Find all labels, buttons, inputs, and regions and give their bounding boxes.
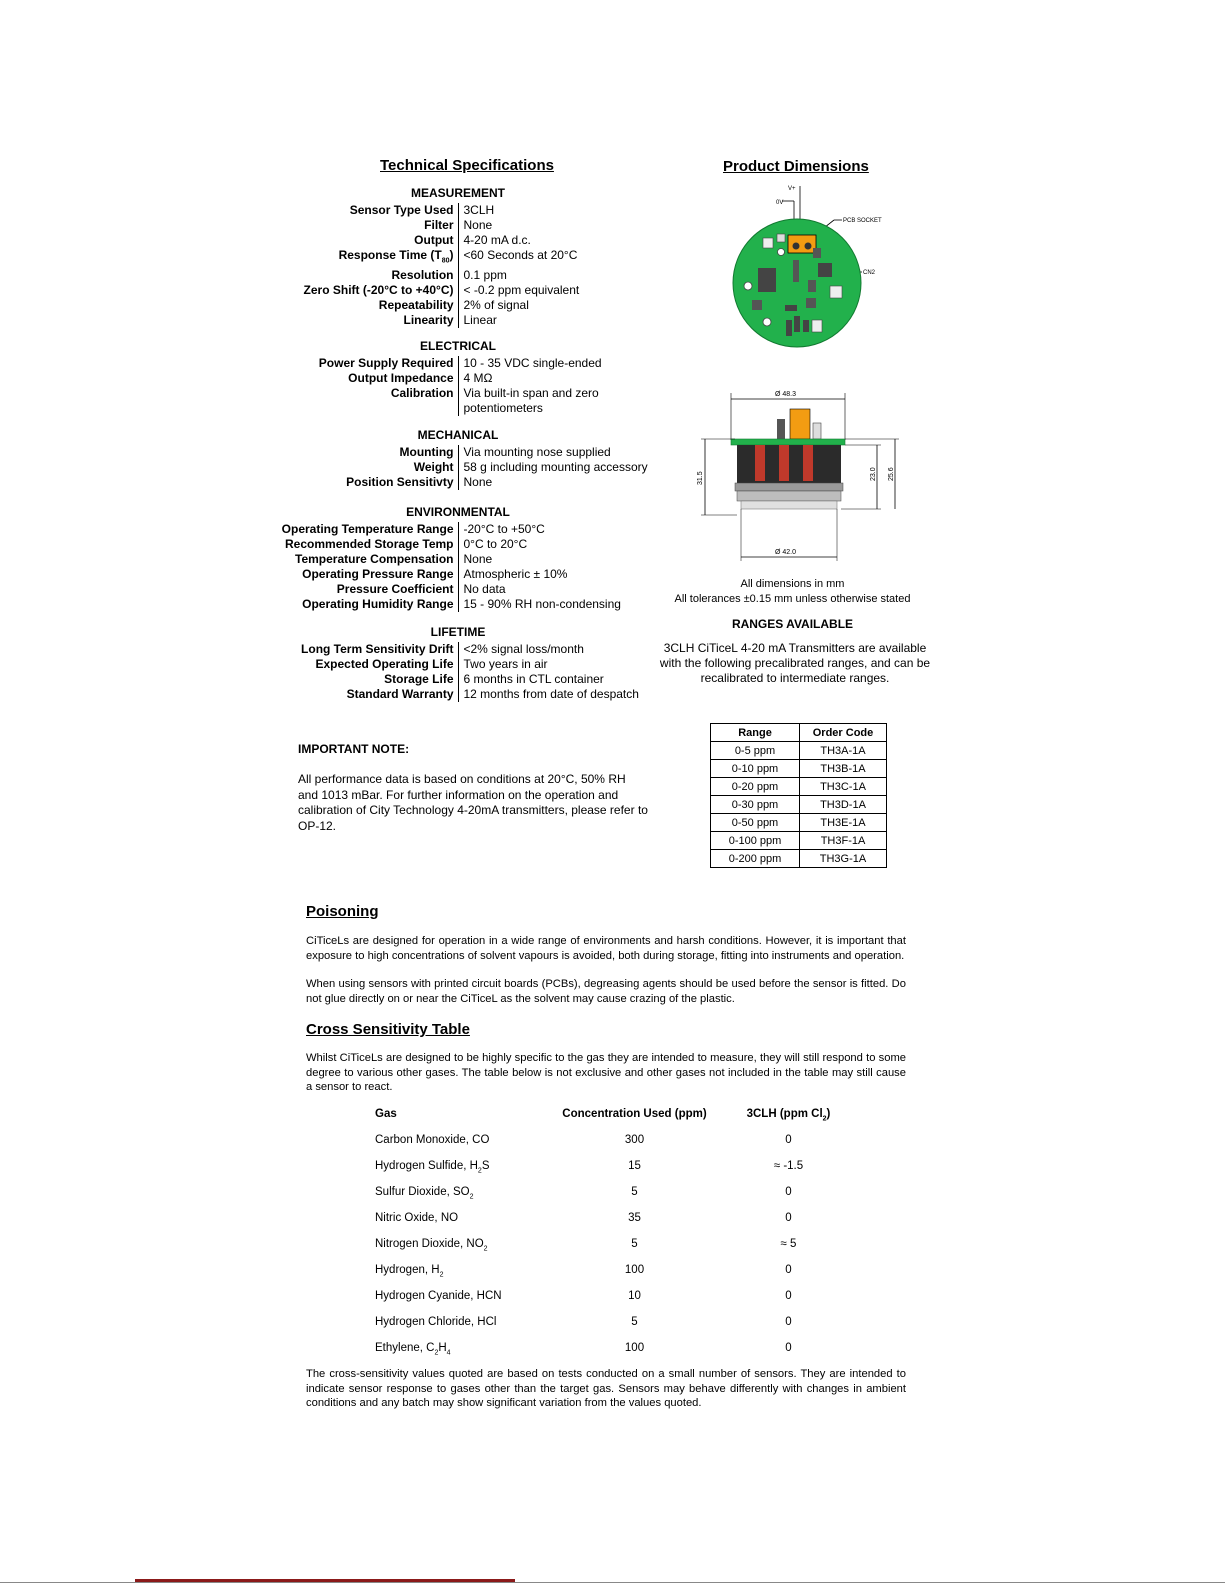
spec-value: 15 - 90% RH non-condensing <box>463 597 621 611</box>
range-cell: 0-30 ppm <box>711 796 800 814</box>
range-cell: 0-10 ppm <box>711 760 800 778</box>
ranges-table <box>710 723 887 868</box>
spec-row <box>282 597 621 612</box>
spec-section-table <box>304 203 580 328</box>
cross-row <box>374 1133 854 1159</box>
concentration-cell: 300 <box>624 1134 645 1146</box>
spec-row <box>301 657 639 672</box>
spec-row <box>319 356 614 371</box>
gas-cell: Hydrogen Cyanide, HCN <box>375 1290 502 1302</box>
concentration-cell: 15 <box>628 1160 641 1172</box>
spec-section-table <box>319 356 614 416</box>
important-note-text: All performance data is based on conditions at 20°C, 50% RH and 1013 mBar. For further information on the operation and calibration of City Technology 4-20mA transmitters, please refer to OP-12. <box>298 772 648 833</box>
spec-row <box>304 233 580 248</box>
spec-label: Long Term Sensitivity Drift <box>301 642 458 657</box>
spec-row <box>304 218 580 233</box>
range-cell: 0-200 ppm <box>711 850 800 868</box>
ranges-row <box>711 814 887 832</box>
range-cell: 0-5 ppm <box>711 742 800 760</box>
gas-cell: Nitrogen Dioxide, $NO_2$ <box>375 1238 488 1253</box>
dims-note: All dimensions in mm <box>740 578 845 590</box>
spec-value: 6 months in CTL container <box>463 672 604 686</box>
spec-value: 58 g including mounting accessory <box>463 460 648 474</box>
cross-row <box>374 1263 854 1289</box>
spec-value: None <box>463 218 493 232</box>
spec-label: Standard Warranty <box>301 687 458 702</box>
left-height-label: 31.5 <box>697 471 704 485</box>
spec-row <box>304 283 580 298</box>
gas-cell: Carbon Monoxide, CO <box>375 1134 490 1146</box>
spec-label: Power Supply Required <box>319 356 458 371</box>
range-cell: 0-50 ppm <box>711 814 800 832</box>
spec-value: Via built-in span and zero potentiometers <box>463 386 599 415</box>
spec-value: <60 Seconds at 20°C <box>463 248 578 262</box>
spec-label: Resolution <box>304 268 458 283</box>
pcb-socket-label: PCB SOCKET <box>843 218 882 224</box>
spec-row <box>346 445 647 460</box>
spec-row <box>304 313 580 328</box>
cross-row <box>374 1211 854 1237</box>
cross-row <box>374 1341 854 1367</box>
cross-sensitivity-footer: The cross-sensitivity values quoted are based on tests conducted on a small number of sensors. They are intended to indicate sensor response to gases other than the target gas. Sensors may behave differently with changes in ambient conditions and any batch may show significant variation from the values quoted. <box>306 1368 906 1409</box>
spec-label: Temperature Compensation <box>282 552 458 567</box>
spec-value: < -0.2 ppm equivalent <box>463 283 580 298</box>
spec-section-title: MECHANICAL <box>417 428 499 442</box>
spec-section-table <box>301 642 639 702</box>
ranges-row <box>711 742 887 760</box>
spec-row <box>282 582 621 597</box>
spec-value: No data <box>463 582 506 596</box>
spec-row <box>304 268 580 283</box>
spec-value: 4 MΩ <box>463 371 493 385</box>
spec-label: Mounting <box>346 445 458 460</box>
zero-v-label: 0V <box>776 200 784 206</box>
response-cell: 0 <box>785 1342 792 1354</box>
top-diameter-label: Ø 48.3 <box>775 391 797 398</box>
concentration-cell: 5 <box>631 1316 638 1328</box>
gas-cell: Hydrogen, $H_2$ <box>375 1264 444 1279</box>
ranges-row <box>711 778 887 796</box>
spec-row <box>282 552 621 567</box>
spec-row <box>304 248 580 268</box>
response-cell: 0 <box>785 1186 792 1198</box>
spec-value: Atmospheric ± 10% <box>463 567 568 581</box>
spec-value: Linear <box>463 313 497 328</box>
order-code-cell: TH3C-1A <box>800 778 887 796</box>
tolerance-note: All tolerances ±0.15 mm unless otherwise stated <box>674 593 911 605</box>
range-cell: 0-100 ppm <box>711 832 800 850</box>
vplus-label: V+ <box>788 186 796 192</box>
response-cell: ≈ 5 <box>780 1238 797 1250</box>
cn2-label: CN2 <box>863 270 876 276</box>
spec-row <box>304 298 580 313</box>
ranges-row <box>711 850 887 868</box>
sensor-side-view-drawing <box>695 385 925 565</box>
gas-cell: Nitric Oxide, NO <box>375 1212 459 1224</box>
order-code-cell: TH3F-1A <box>800 832 887 850</box>
cross-header-row <box>374 1107 854 1133</box>
spec-label: Output Impedance <box>319 371 458 386</box>
concentration-cell: 100 <box>624 1264 645 1276</box>
spec-section-title: ELECTRICAL <box>420 339 496 353</box>
ranges-description: 3CLH CiTiceL 4-20 mA Transmitters are available with the following precalibrated ranges, and can be recalibrated to intermediate ranges. <box>659 641 931 685</box>
spec-label: Calibration <box>319 386 458 416</box>
spec-label: Storage Life <box>301 672 458 687</box>
mid-height-label: 23.0 <box>870 467 877 481</box>
cross-row <box>374 1237 854 1263</box>
spec-section-title: LIFETIME <box>430 625 486 639</box>
spec-row <box>301 672 639 687</box>
gas-cell: Ethylene, $C_2H_4$ <box>375 1342 451 1357</box>
tech-specs-title: Technical Specifications <box>380 157 554 174</box>
bottom-diameter-label: Ø 42.0 <box>775 549 797 556</box>
order-code-cell: TH3E-1A <box>800 814 887 832</box>
ranges-col-range: Range <box>711 724 800 742</box>
response-cell: ≈ -1.5 <box>773 1160 804 1172</box>
gas-cell: Hydrogen Chloride, HCl <box>375 1316 497 1328</box>
spec-label: Weight <box>346 460 458 475</box>
spec-row <box>304 203 580 218</box>
spec-label: Operating Humidity Range <box>282 597 458 612</box>
concentration-cell: 5 <box>631 1238 638 1250</box>
spec-section-title: ENVIRONMENTAL <box>406 505 510 519</box>
concentration-cell: 5 <box>631 1186 638 1198</box>
spec-row <box>282 522 621 537</box>
spec-label: Pressure Coefficient <box>282 582 458 597</box>
poisoning-title: Poisoning <box>306 903 379 920</box>
ranges-title: RANGES AVAILABLE <box>731 617 854 631</box>
spec-value: <2% signal loss/month <box>463 642 584 656</box>
response-cell: 0 <box>785 1212 792 1224</box>
important-note-title: IMPORTANT NOTE: <box>298 742 410 756</box>
spec-section-table <box>346 445 647 490</box>
right-height-label: 25.6 <box>888 467 895 481</box>
ranges-row <box>711 760 887 778</box>
response-cell: 0 <box>785 1316 792 1328</box>
order-code-cell: TH3A-1A <box>800 742 887 760</box>
spec-label: Sensor Type Used <box>304 203 458 218</box>
spec-label: Zero Shift (-20°C to +40°C) <box>304 283 458 298</box>
spec-value: -20°C to +50°C <box>463 522 545 536</box>
cross-sensitivity-table <box>374 1107 854 1367</box>
spec-value: 2% of signal <box>463 298 529 313</box>
cross-sensitivity-title: Cross Sensitivity Table <box>306 1021 470 1038</box>
product-dimensions-title: Product Dimensions <box>723 158 869 175</box>
spec-label: Repeatability <box>304 298 458 313</box>
concentration-cell: 100 <box>624 1342 645 1354</box>
response-cell: 0 <box>785 1290 792 1302</box>
cross-sensitivity-intro: Whilst CiTiceLs are designed to be highly specific to the gas they are intended to measure, they will still respond to some degree to various other gases. The table below is not exclusive and other gases not included in the table may still cause a sensor to react. <box>306 1052 906 1093</box>
spec-value: 0.1 ppm <box>463 268 507 283</box>
pcb-top-view-drawing <box>730 180 910 350</box>
spec-label: Filter <box>304 218 458 233</box>
poisoning-para-1: CiTiceLs are designed for operation in a wide range of environments and harsh conditions. However, it is important that exposure to high concentrations of solvent vapours is avoided, both during storage, fitting into instruments and operation. <box>306 935 906 962</box>
cross-col-concentration: Concentration Used (ppm) <box>562 1108 707 1120</box>
ranges-header-row <box>711 724 887 742</box>
cross-row <box>374 1315 854 1341</box>
order-code-cell: TH3B-1A <box>800 760 887 778</box>
spec-row <box>301 687 639 702</box>
cross-col-response: 3CLH (ppm $Cl_2$) <box>746 1108 831 1123</box>
spec-label: Recommended Storage Temp <box>282 537 458 552</box>
spec-value: 3CLH <box>463 203 495 217</box>
spec-row <box>282 567 621 582</box>
cross-col-gas: Gas <box>375 1108 397 1120</box>
spec-row <box>319 371 614 386</box>
ranges-row <box>711 796 887 814</box>
response-cell: 0 <box>785 1134 792 1146</box>
response-cell: 0 <box>785 1264 792 1276</box>
spec-label: Response Time $(T_{80})$ <box>304 248 458 268</box>
ranges-row <box>711 832 887 850</box>
cross-row <box>374 1289 854 1315</box>
spec-row <box>319 386 614 416</box>
spec-value: 10 - 35 VDC single-ended <box>463 356 602 370</box>
spec-label: Output <box>304 233 458 248</box>
range-cell: 0-20 ppm <box>711 778 800 796</box>
ranges-col-order-code: Order Code <box>800 724 887 742</box>
spec-value: Via mounting nose supplied <box>463 445 611 459</box>
spec-value: None <box>463 552 493 566</box>
concentration-cell: 10 <box>628 1290 641 1302</box>
spec-value: Two years in air <box>463 657 548 671</box>
order-code-cell: TH3D-1A <box>800 796 887 814</box>
spec-label: Operating Pressure Range <box>282 567 458 582</box>
spec-row <box>346 475 647 490</box>
order-code-cell: TH3G-1A <box>800 850 887 868</box>
cross-row <box>374 1159 854 1185</box>
spec-row <box>282 537 621 552</box>
footer-divider <box>0 1582 1225 1583</box>
spec-label: Expected Operating Life <box>301 657 458 672</box>
spec-section-table <box>282 522 621 612</box>
spec-row <box>301 642 639 657</box>
spec-section-title: MEASUREMENT <box>410 186 505 200</box>
spec-value: None <box>463 475 493 489</box>
spec-value: 4-20 mA d.c. <box>463 233 531 247</box>
poisoning-para-2: When using sensors with printed circuit boards (PCBs), degreasing agents should be used before the sensor is fitted. Do not glue directly on or near the CiTiceL as the solvent may cause crazing of the plastic. <box>306 978 906 1005</box>
spec-value: 12 months from date of despatch <box>463 687 639 701</box>
concentration-cell: 35 <box>628 1212 641 1224</box>
spec-label: Position Sensitivty <box>346 475 458 490</box>
spec-row <box>346 460 647 475</box>
spec-value: 0°C to 20°C <box>463 537 528 551</box>
gas-cell: Hydrogen Sulfide, $H_2S$ <box>375 1160 490 1175</box>
spec-label: Linearity <box>304 313 458 328</box>
gas-cell: Sulfur Dioxide, $SO_2$ <box>375 1186 474 1201</box>
cross-row <box>374 1185 854 1211</box>
spec-label: Operating Temperature Range <box>282 522 458 537</box>
